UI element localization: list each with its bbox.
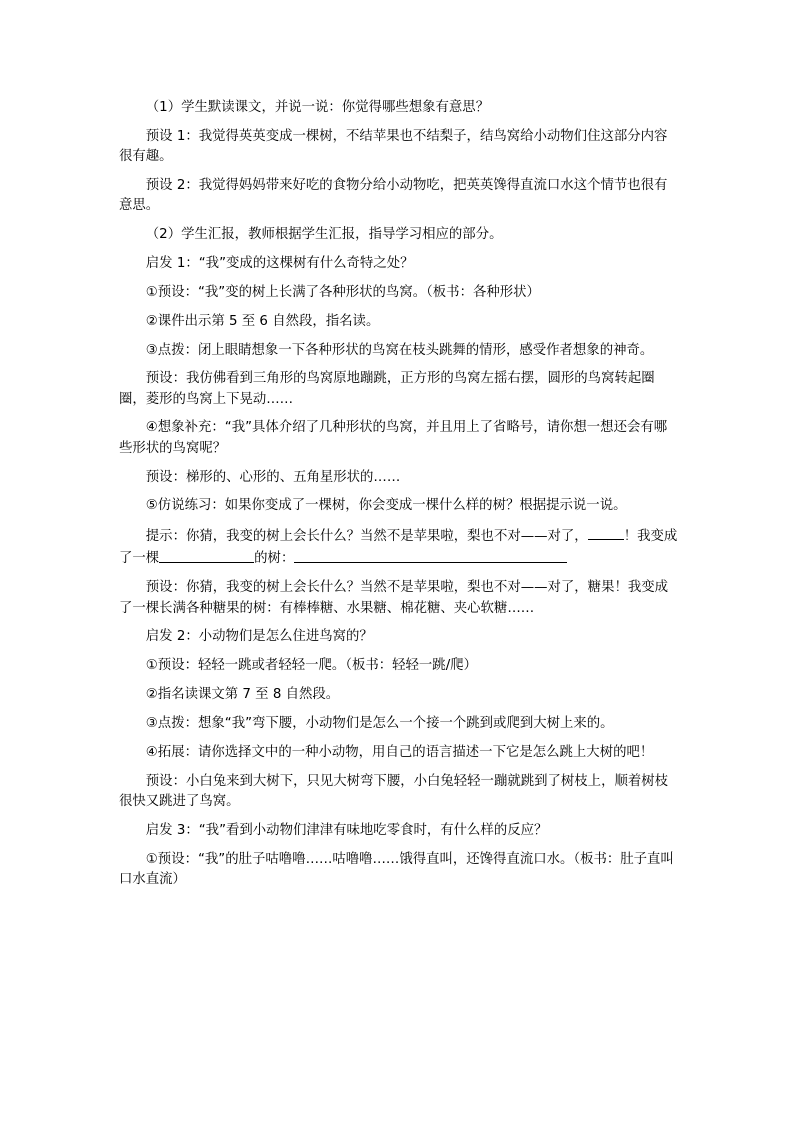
paragraph-inspire-2-guide: ③点拨：想象“我”弯下腰，小动物们是怎么一个接一个跳到或爬到大树上来的。 [145, 716, 614, 732]
paragraph-task-1: （1）学生默读课文，并说一说：你觉得哪些想象有意思？ [145, 100, 490, 115]
paragraph-preset-1: 预设 1：我觉得英英变成一棵树，不结苹果也不结梨子，结鸟窝给小动物们住这部分内容很有趣。 [119, 128, 668, 165]
paragraph-inspire-2: 启发 2：小动物们是怎么住进鸟窝的？ [145, 629, 373, 645]
paragraph-inspire-1-practice: ⑤仿说练习：如果你变成了一棵树，你会变成一棵什么样的树？根据提示说一说。 [145, 498, 627, 514]
fill-blank-2 [159, 547, 254, 562]
paragraph-hint [119, 525, 679, 569]
paragraph-inspire-3-preset: ①预设：“我”的肚子咕噜噜……咕噜噜……饿得直叫，还馋得直流口水。（板书：肚子直叫 口水直流） [119, 851, 674, 888]
paragraph-inspire-1-shapes: 预设：梯形的、心形的、五角星形状的…… [145, 469, 401, 485]
paragraph-inspire-1-guide: ③点拨：闭上眼睛想象一下各种形状的鸟窝在枝头跳舞的情形，感受作者想象的神奇。 [145, 342, 654, 358]
paragraph-inspire-1-imagine: 预设：我仿佛看到三角形的鸟窝原地蹦跳，正方形的鸟窝左摇右摆，圆形的鸟窝转起圈圈，菱形的鸟窝上下晃动…… [119, 371, 655, 407]
paragraph-preset-2: 预设 2：我觉得妈妈带来好吃的食物分给小动物吃，把英英馋得直流口水这个情节也很有意思。 [119, 177, 668, 214]
hint-text-1: 提示：你猜，我变的树上会长什么？当然不是苹果啦，梨也不对——对了， [145, 529, 588, 545]
paragraph-candy-tree: 预设：你猜，我变的树上会长什么？当然不是苹果啦，梨也不对——对了，糖果！我变成了一棵长满各种糖果的树：有棒棒糖、水果糖、棉花糖、夹心软糖…… [119, 580, 669, 616]
paragraph-task-2: （2）学生汇报，教师根据学生汇报，指导学习相应的部分。 [145, 226, 503, 242]
document-page [119, 98, 679, 899]
paragraph-inspire-1: 启发 1：“我”变成的这棵树有什么奇特之处？ [145, 255, 414, 271]
paragraph-inspire-2-extend: ④拓展：请你选择文中的一种小动物，用自己的语言描述一下它是怎么跳上大树的吧！ [145, 745, 654, 761]
paragraph-inspire-1-read: ②课件出示第 5 至 6 自然段，指名读。 [145, 313, 380, 329]
fill-blank-3 [294, 547, 567, 562]
paragraph-inspire-1-supplement: ④想象补充：“我”具体介绍了几种形状的鸟窝，并且用上了省略号，请你想一想还会有哪些形状的鸟窝呢？ [119, 420, 668, 456]
paragraph-inspire-2-rabbit: 预设：小白兔来到大树下，只见大树弯下腰，小白兔轻轻一蹦就跳到了树枝上，顺着树枝很快又跳进了鸟窝。 [119, 774, 669, 810]
paragraph-inspire-3: 启发 3：“我”看到小动物们津津有味地吃零食时，有什么样的反应？ [145, 823, 548, 839]
fill-blank-1 [588, 525, 624, 540]
hint-text-3: 的树： [254, 551, 295, 567]
hint-text-2: ！我变成了一棵 [119, 529, 678, 567]
paragraph-inspire-2-read: ②指名读课文第 7 至 8 自然段。 [145, 687, 340, 703]
paragraph-inspire-1-preset: ①预设：“我”变的树上长满了各种形状的鸟窝。（板书：各种形状） [145, 284, 540, 300]
paragraph-inspire-2-preset: ①预设：轻轻一跳或者轻轻一爬。（板书：轻轻一跳/爬） [145, 658, 477, 674]
